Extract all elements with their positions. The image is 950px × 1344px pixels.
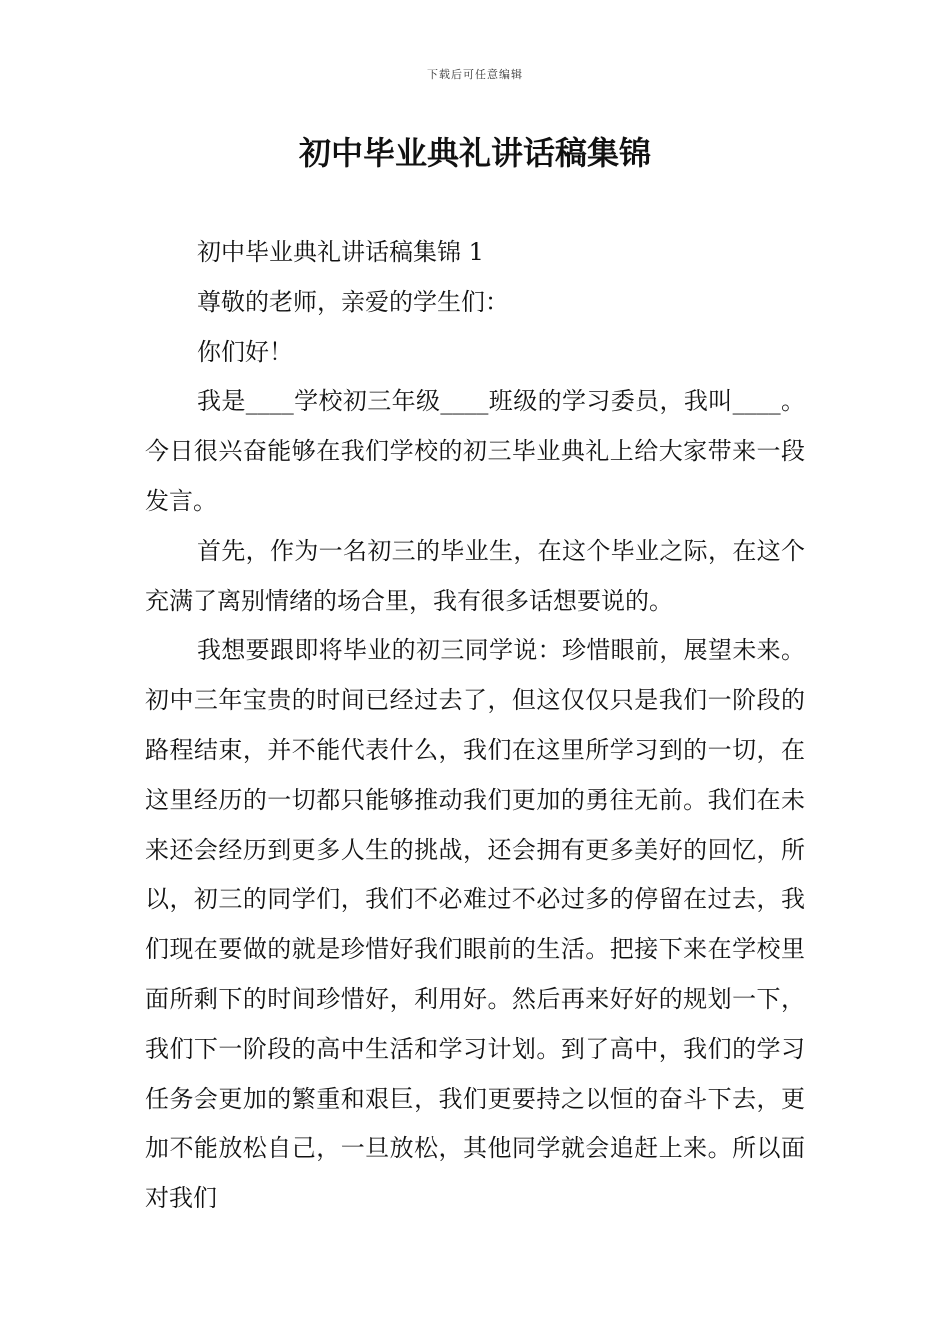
- paragraph-introduction: 我是____学校初三年级____班级的学习委员，我叫____。今日很兴奋能够在我们学校的初三毕业典礼上给大家带来一段发言。: [145, 387, 805, 515]
- section-heading: 初中毕业典礼讲话稿集锦 1: [197, 238, 484, 266]
- document-title: 初中毕业典礼讲话稿集锦: [298, 134, 651, 172]
- header-note: 下载后可任意编辑: [427, 68, 523, 81]
- greeting: 你们好！: [197, 337, 293, 366]
- salutation: 尊敬的老师，亲爱的学生们：: [197, 287, 509, 316]
- document-body: [145, 228, 805, 1224]
- paragraph-main: 我想要跟即将毕业的初三同学说：珍惜眼前，展望未来。初中三年宝贵的时间已经过去了，但这仅仅只是我们一阶段的路程结束，并不能代表什么，我们在这里所学习到的一切，在这里经历的一切都只能够推动我们更加的勇往无前。我们在未来还会经历到更多人生的挑战，还会拥有更多美好的回忆，所以，初三的同学们，我们不必难过不必过多的停留在过去，我们现在要做的就是珍惜好我们眼前的生活。把接下来在学校里面所剩下的时间珍惜好，利用好。然后再来好好的规划一下，我们下一阶段的高中生活和学习计划。到了高中，我们的学习任务会更加的繁重和艰巨，我们更要持之以恒的奋斗下去，更加不能放松自己，一旦放松，其他同学就会追赶上来。所以面对我们: [145, 636, 805, 1213]
- paragraph-opening: 首先，作为一名初三的毕业生，在这个毕业之际，在这个充满了离别情绪的场合里，我有很多话想要说的。: [145, 536, 805, 615]
